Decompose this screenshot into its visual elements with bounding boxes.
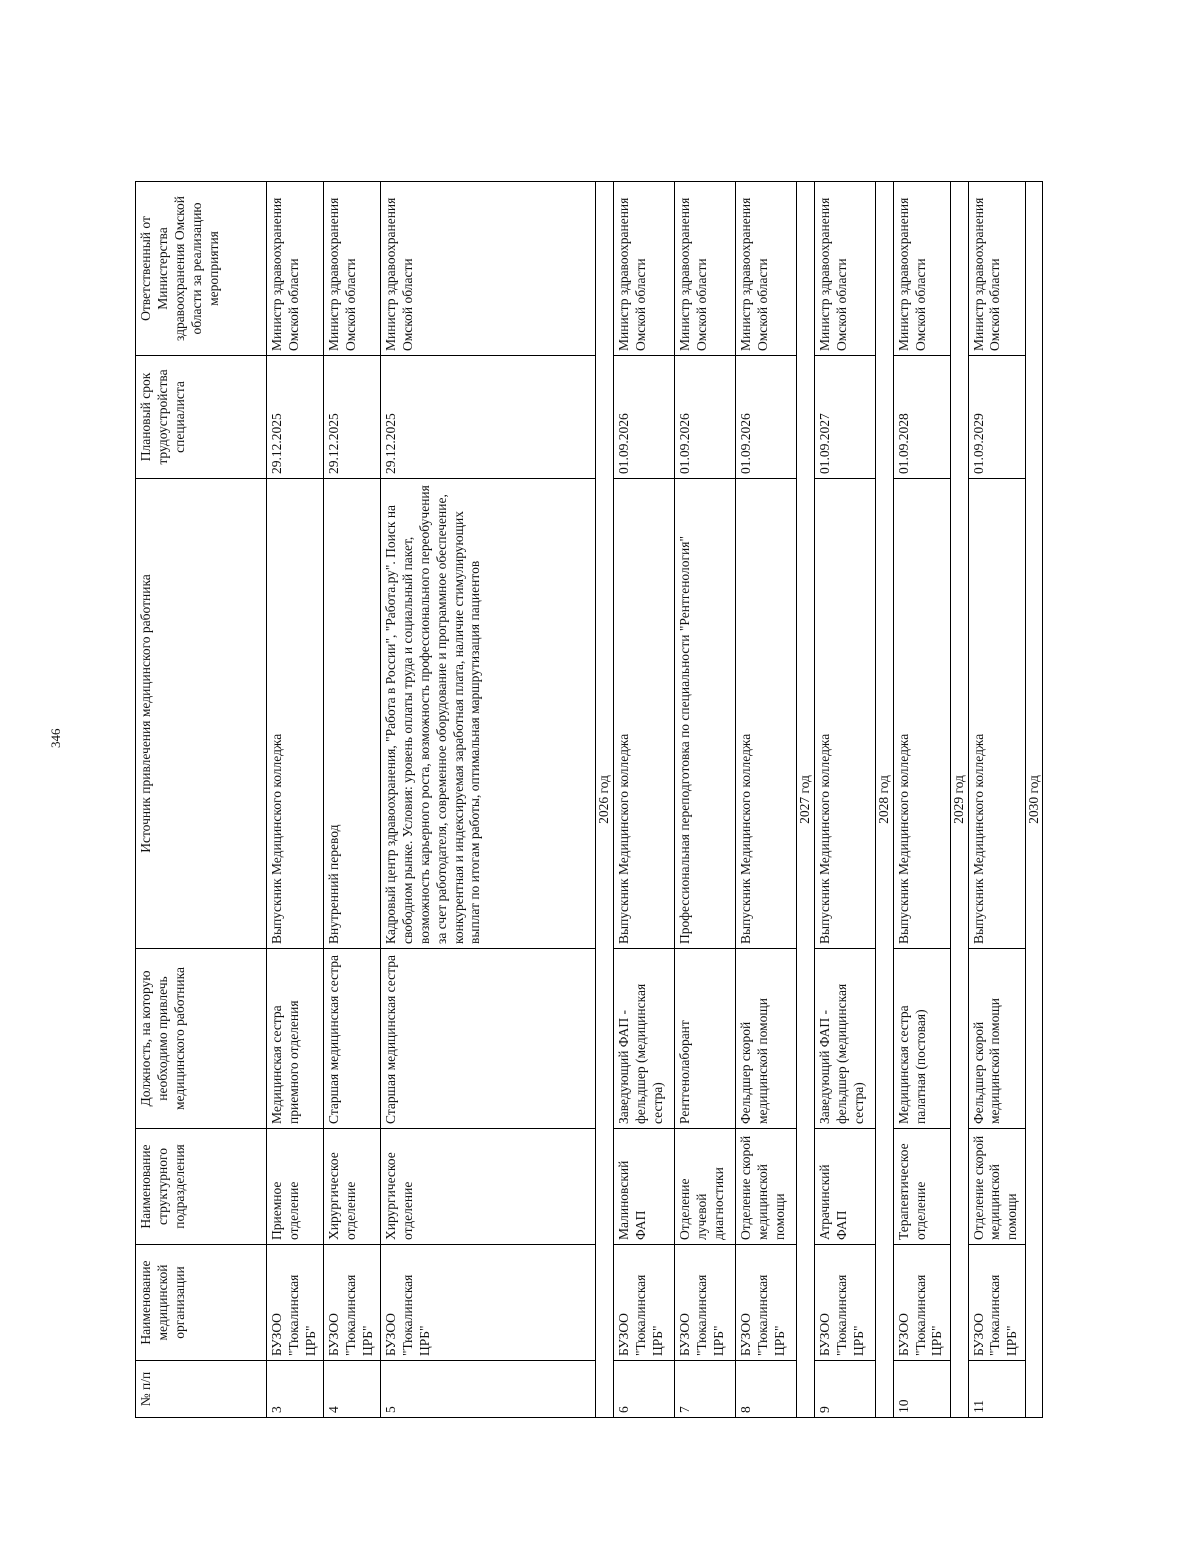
cell-department: Терапевтическое отделение xyxy=(893,1129,950,1245)
cell-number: 4 xyxy=(324,1361,381,1418)
year-separator-row xyxy=(796,182,814,1418)
cell-date: 29.12.2025 xyxy=(381,356,596,479)
year-separator-row xyxy=(875,182,893,1418)
cell-date: 29.12.2025 xyxy=(267,356,324,479)
cell-organization: БУЗОО "Тюкалинская ЦРБ" xyxy=(814,1245,875,1361)
cell-date: 29.12.2025 xyxy=(324,356,381,479)
header-date: Плановый срок трудоустройства специалиста xyxy=(136,356,267,479)
staffing-table xyxy=(135,181,1043,1418)
cell-date: 01.09.2026 xyxy=(735,356,796,479)
cell-organization: БУЗОО "Тюкалинская ЦРБ" xyxy=(613,1245,674,1361)
cell-number: 5 xyxy=(381,1361,596,1418)
cell-responsible: Министр здравоохранения Омской области xyxy=(814,182,875,356)
cell-responsible: Министр здравоохранения Омской области xyxy=(968,182,1025,356)
year-label-2027: 2027 год xyxy=(796,182,814,1418)
cell-source: Внутренний перевод xyxy=(324,479,381,949)
table-row xyxy=(324,182,381,1418)
cell-department: Приемное отделение xyxy=(267,1129,324,1245)
cell-department: Отделение скорой медицинской помощи xyxy=(968,1129,1025,1245)
cell-date: 01.09.2028 xyxy=(893,356,950,479)
cell-number: 11 xyxy=(968,1361,1025,1418)
year-label-2030: 2030 год xyxy=(1025,182,1043,1418)
cell-position: Медицинская сестра приемного отделения xyxy=(267,949,324,1129)
cell-organization: БУЗОО "Тюкалинская ЦРБ" xyxy=(267,1245,324,1361)
table-row xyxy=(674,182,735,1418)
cell-number: 10 xyxy=(893,1361,950,1418)
cell-source: Выпускник Медицинского колледжа xyxy=(267,479,324,949)
cell-position: Заведующий ФАП - фельдшер (медицинская сестра) xyxy=(814,949,875,1129)
cell-department: Малиновский ФАП xyxy=(613,1129,674,1245)
cell-organization: БУЗОО "Тюкалинская ЦРБ" xyxy=(324,1245,381,1361)
cell-department: Хирургическое отделение xyxy=(324,1129,381,1245)
cell-responsible: Министр здравоохранения Омской области xyxy=(267,182,324,356)
cell-department: Отделение скорой медицинской помощи xyxy=(735,1129,796,1245)
year-separator-row xyxy=(1025,182,1043,1418)
header-department: Наименование структурного подразделения xyxy=(136,1129,267,1245)
cell-source: Кадровый центр здравоохранения, "Работа в России", "Работа.ру". Поиск на свободном рынке. Условия: уровень оплаты труда и социальный пакет, возможность карьерного роста, возможность профессионального переобучения за счет работодателя, современное оборудование и программное обеспечение, конкурентная и индексируемая заработная плата, наличие стимулирующих выплат по итогам работы, оптимальная маршрутизация пациентов xyxy=(381,479,596,949)
year-separator-row xyxy=(950,182,968,1418)
header-organization: Наименование медицинской организации xyxy=(136,1245,267,1361)
year-label-2028: 2028 год xyxy=(875,182,893,1418)
table-row xyxy=(893,182,950,1418)
header-responsible: Ответственный от Министерства здравоохранения Омской области за реализацию мероприятия xyxy=(136,182,267,356)
cell-position: Старшая медицинская сестра xyxy=(324,949,381,1129)
table-row xyxy=(613,182,674,1418)
cell-organization: БУЗОО "Тюкалинская ЦРБ" xyxy=(381,1245,596,1361)
year-separator-row xyxy=(596,182,614,1418)
rotated-table-container xyxy=(135,182,1065,1418)
cell-organization: БУЗОО "Тюкалинская ЦРБ" xyxy=(893,1245,950,1361)
cell-responsible: Министр здравоохранения Омской области xyxy=(613,182,674,356)
cell-position: Фельдшер скорой медицинской помощи xyxy=(735,949,796,1129)
page-number: 346 xyxy=(48,728,63,748)
cell-organization: БУЗОО "Тюкалинская ЦРБ" xyxy=(735,1245,796,1361)
cell-number: 7 xyxy=(674,1361,735,1418)
table-row xyxy=(814,182,875,1418)
cell-position: Старшая медицинская сестра xyxy=(381,949,596,1129)
cell-source: Выпускник Медицинского колледжа xyxy=(814,479,875,949)
cell-source: Выпускник Медицинского колледжа xyxy=(893,479,950,949)
cell-source: Выпускник Медицинского колледжа xyxy=(968,479,1025,949)
cell-number: 8 xyxy=(735,1361,796,1418)
cell-responsible: Министр здравоохранения Омской области xyxy=(735,182,796,356)
cell-date: 01.09.2029 xyxy=(968,356,1025,479)
cell-position: Фельдшер скорой медицинской помощи xyxy=(968,949,1025,1129)
year-label-2029: 2029 год xyxy=(950,182,968,1418)
cell-number: 6 xyxy=(613,1361,674,1418)
table-row xyxy=(381,182,596,1418)
header-position: Должность, на которую необходимо привлечь медицинского работника xyxy=(136,949,267,1129)
cell-position: Медицинская сестра палатная (постовая) xyxy=(893,949,950,1129)
cell-department: Отделение лучевой диагностики xyxy=(674,1129,735,1245)
cell-date: 01.09.2027 xyxy=(814,356,875,479)
table-header-row xyxy=(136,182,267,1418)
cell-responsible: Министр здравоохранения Омской области xyxy=(381,182,596,356)
cell-number: 9 xyxy=(814,1361,875,1418)
cell-date: 01.09.2026 xyxy=(613,356,674,479)
cell-date: 01.09.2026 xyxy=(674,356,735,479)
header-number: № п/п xyxy=(136,1361,267,1418)
cell-organization: БУЗОО "Тюкалинская ЦРБ" xyxy=(674,1245,735,1361)
table-row xyxy=(968,182,1025,1418)
year-label-2026: 2026 год xyxy=(596,182,614,1418)
header-source: Источник привлечения медицинского работника xyxy=(136,479,267,949)
table-row xyxy=(735,182,796,1418)
cell-department: Хирургическое отделение xyxy=(381,1129,596,1245)
cell-source: Выпускник Медицинского колледжа xyxy=(735,479,796,949)
cell-position: Рентгенолаборант xyxy=(674,949,735,1129)
cell-source: Выпускник Медицинского колледжа xyxy=(613,479,674,949)
cell-organization: БУЗОО "Тюкалинская ЦРБ" xyxy=(968,1245,1025,1361)
cell-responsible: Министр здравоохранения Омской области xyxy=(893,182,950,356)
cell-responsible: Министр здравоохранения Омской области xyxy=(324,182,381,356)
cell-department: Атрачинский ФАП xyxy=(814,1129,875,1245)
cell-responsible: Министр здравоохранения Омской области xyxy=(674,182,735,356)
table-row xyxy=(267,182,324,1418)
cell-number: 3 xyxy=(267,1361,324,1418)
cell-position: Заведующий ФАП - фельдшер (медицинская сестра) xyxy=(613,949,674,1129)
cell-source: Профессиональная переподготовка по специальности "Рентгенология" xyxy=(674,479,735,949)
